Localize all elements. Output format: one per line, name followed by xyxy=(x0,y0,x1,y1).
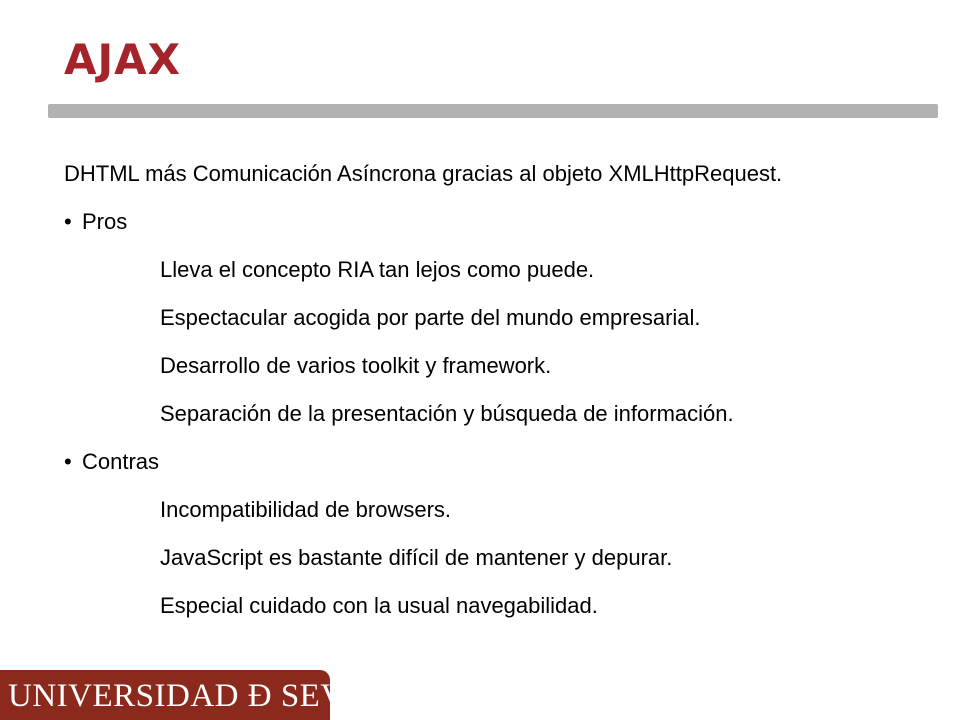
slide-content xyxy=(64,150,944,630)
list-item: Espectacular acogida por parte del mundo empresarial. xyxy=(160,305,701,330)
list-item: Lleva el concepto RIA tan lejos como puede. xyxy=(160,257,595,282)
title-divider xyxy=(48,104,938,118)
section-label-pros: Pros xyxy=(82,209,128,234)
bullet-icon: • xyxy=(64,209,72,234)
bullet-icon: • xyxy=(64,449,72,474)
list-item: Desarrollo de varios toolkit y framework. xyxy=(160,353,552,378)
list-item: Incompatibilidad de browsers. xyxy=(160,497,452,522)
list-item: JavaScript es bastante difícil de mantener y depurar. xyxy=(160,545,673,570)
slide-title: AJAX xyxy=(64,35,182,84)
section-label-contras: Contras xyxy=(82,449,160,474)
section-heading-pros xyxy=(64,198,944,246)
list-item: Separación de la presentación y búsqueda de información. xyxy=(160,401,734,426)
intro-text: DHTML más Comunicación Asíncrona gracias al objeto XMLHttpRequest. xyxy=(64,161,783,186)
section-heading-contras xyxy=(64,438,944,486)
list-item: Especial cuidado con la usual navegabilidad. xyxy=(160,593,598,618)
university-logo: UNIVERSIDAD Ð SEVILLA xyxy=(8,678,422,714)
